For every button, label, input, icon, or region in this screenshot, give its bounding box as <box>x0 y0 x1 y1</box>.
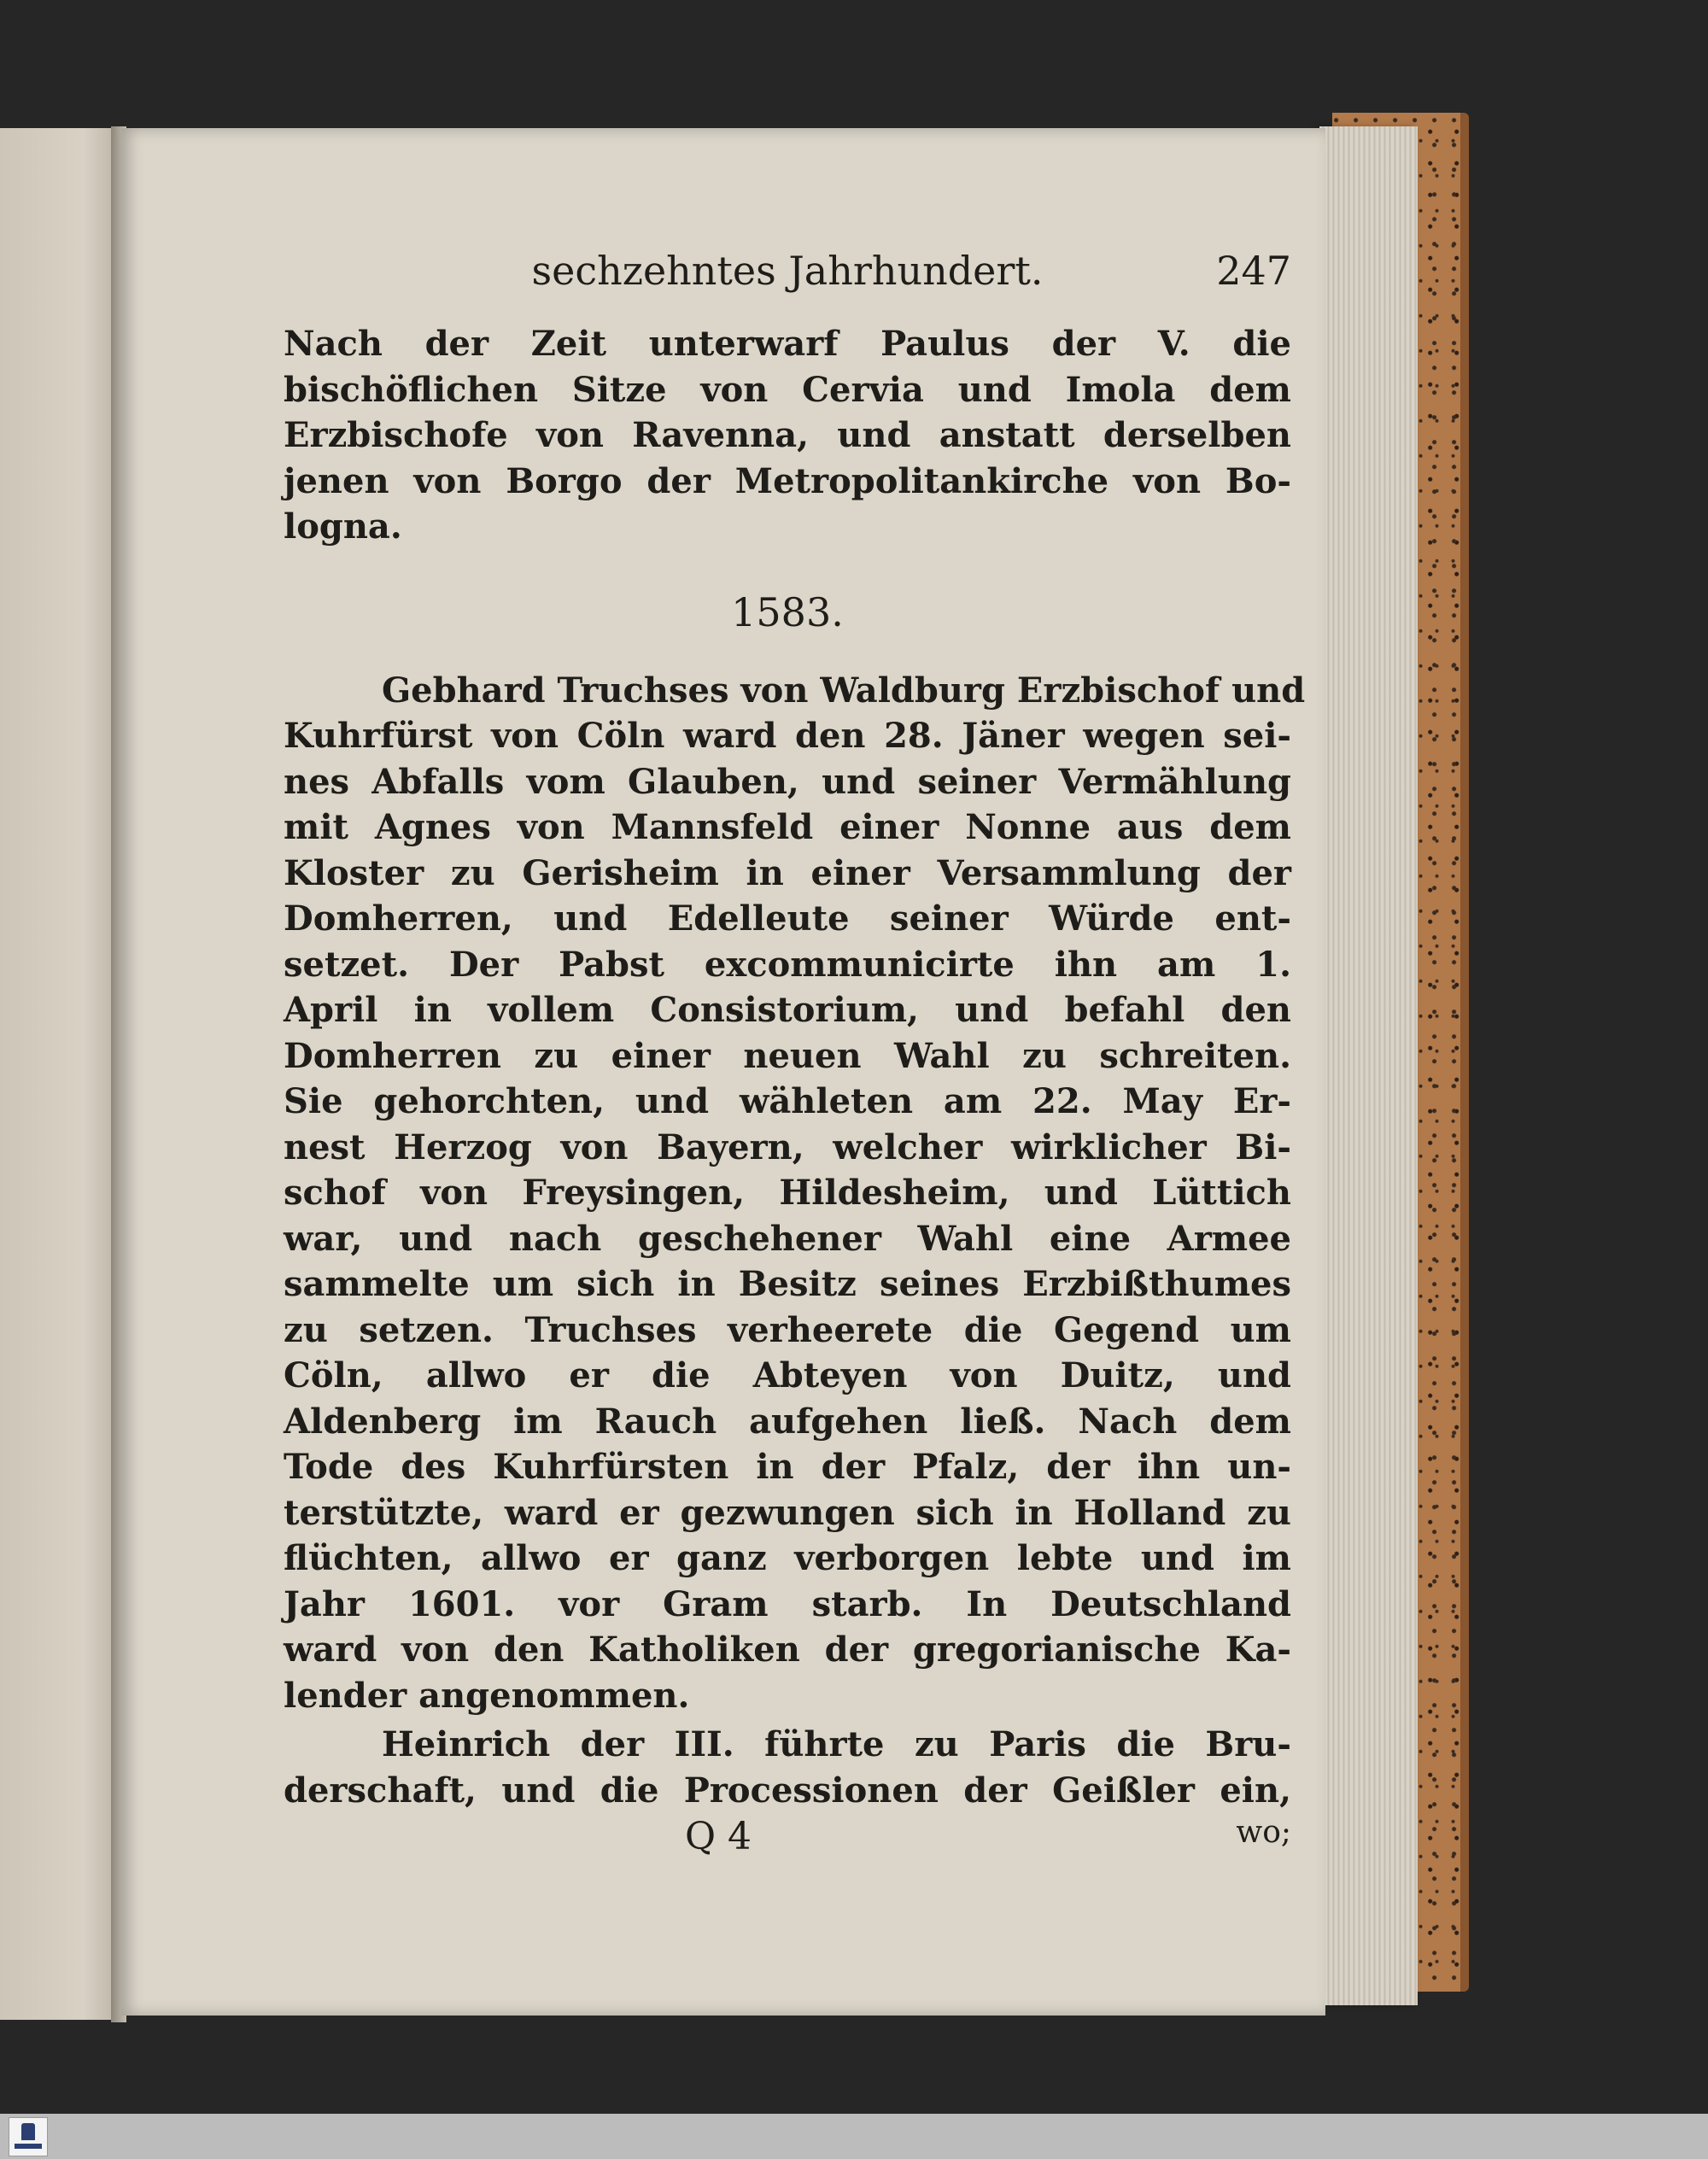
viewer-footer-bar <box>0 2114 1708 2159</box>
text-line: Aldenberg im Rauch aufgehen ließ. Nach dem <box>284 1401 1291 1442</box>
text-line: logna. <box>284 506 402 547</box>
library-logo-icon <box>9 2117 48 2156</box>
paragraph-2 <box>284 668 1306 1719</box>
text-line: derschaft, und die Processionen der Geißler ein, <box>284 1770 1291 1811</box>
text-line: sammelte um sich in Besitz seines Erzbißthumes <box>284 1264 1291 1304</box>
text-line: Heinrich der III. führte zu Paris die Bru- <box>382 1724 1291 1764</box>
text-line: mit Agnes von Mannsfeld einer Nonne aus dem <box>284 807 1291 847</box>
text-line: jenen von Borgo der Metropolitankirche von Bo- <box>284 460 1291 501</box>
page-number: 247 <box>1216 248 1291 294</box>
year-heading: 1583. <box>731 588 844 635</box>
text-line: setzet. Der Pabst excommunicirte ihn am 1. <box>284 944 1291 985</box>
text-line: nes Abfalls vom Glauben, und seiner Vermählung <box>284 761 1291 802</box>
left-page-edge <box>0 128 120 2020</box>
text-line: Gebhard Truchses von Waldburg Erzbischof und <box>382 670 1306 711</box>
text-line: Kloster zu Gerisheim in einer Versammlung der <box>284 852 1291 893</box>
text-line: Erzbischofe von Ravenna, und anstatt derselben <box>284 415 1291 455</box>
text-line: bischöflichen Sitze von Cervia und Imola dem <box>284 369 1291 410</box>
text-block <box>284 248 1306 1866</box>
text-line: Kuhrfürst von Cöln ward den 28. Jäner wegen sei- <box>284 716 1291 756</box>
text-line: Domherren zu einer neuen Wahl zu schreiten. <box>284 1035 1291 1076</box>
text-line: terstützte, ward er gezwungen sich in Holland zu <box>284 1492 1291 1533</box>
signature-mark: Q 4 <box>685 1815 752 1858</box>
text-line: lender angenommen. <box>284 1675 690 1716</box>
running-head-title: sechzehntes Jahrhundert. <box>531 248 1044 294</box>
text-line: Domherren, und Edelleute seiner Würde ent- <box>284 898 1291 939</box>
text-line: Cöln, allwo er die Abteyen von Duitz, und <box>284 1355 1291 1395</box>
page-footer <box>284 1815 1291 1866</box>
paragraph-1 <box>284 321 1291 550</box>
running-head <box>284 248 1291 321</box>
text-line: April in vollem Consistorium, und befahl den <box>284 990 1291 1030</box>
text-line: zu setzen. Truchses verheerete die Gegend um <box>284 1309 1291 1350</box>
text-line: Nach der Zeit unterwarf Paulus der V. die <box>284 324 1291 364</box>
paragraph-3 <box>284 1722 1291 1813</box>
text-line: Sie gehorchten, und wähleten am 22. May Er- <box>284 1081 1291 1121</box>
page-block-edge <box>1319 126 1418 2005</box>
text-line: Tode des Kuhrfürsten in der Pfalz, der ihn un- <box>284 1447 1291 1487</box>
text-line: Jahr 1601. vor Gram starb. In Deutschland <box>284 1583 1291 1624</box>
text-line: schof von Freysingen, Hildesheim, und Lüttich <box>284 1173 1291 1213</box>
right-page <box>121 128 1325 2016</box>
text-line: nest Herzog von Bayern, welcher wirklicher Bi- <box>284 1126 1291 1167</box>
catchword: wo; <box>1236 1815 1291 1850</box>
text-line: war, und nach geschehener Wahl eine Armee <box>284 1218 1291 1259</box>
text-line: ward von den Katholiken der gregorianische Ka- <box>284 1629 1291 1670</box>
text-line: flüchten, allwo er ganz verborgen lebte und im <box>284 1538 1291 1578</box>
